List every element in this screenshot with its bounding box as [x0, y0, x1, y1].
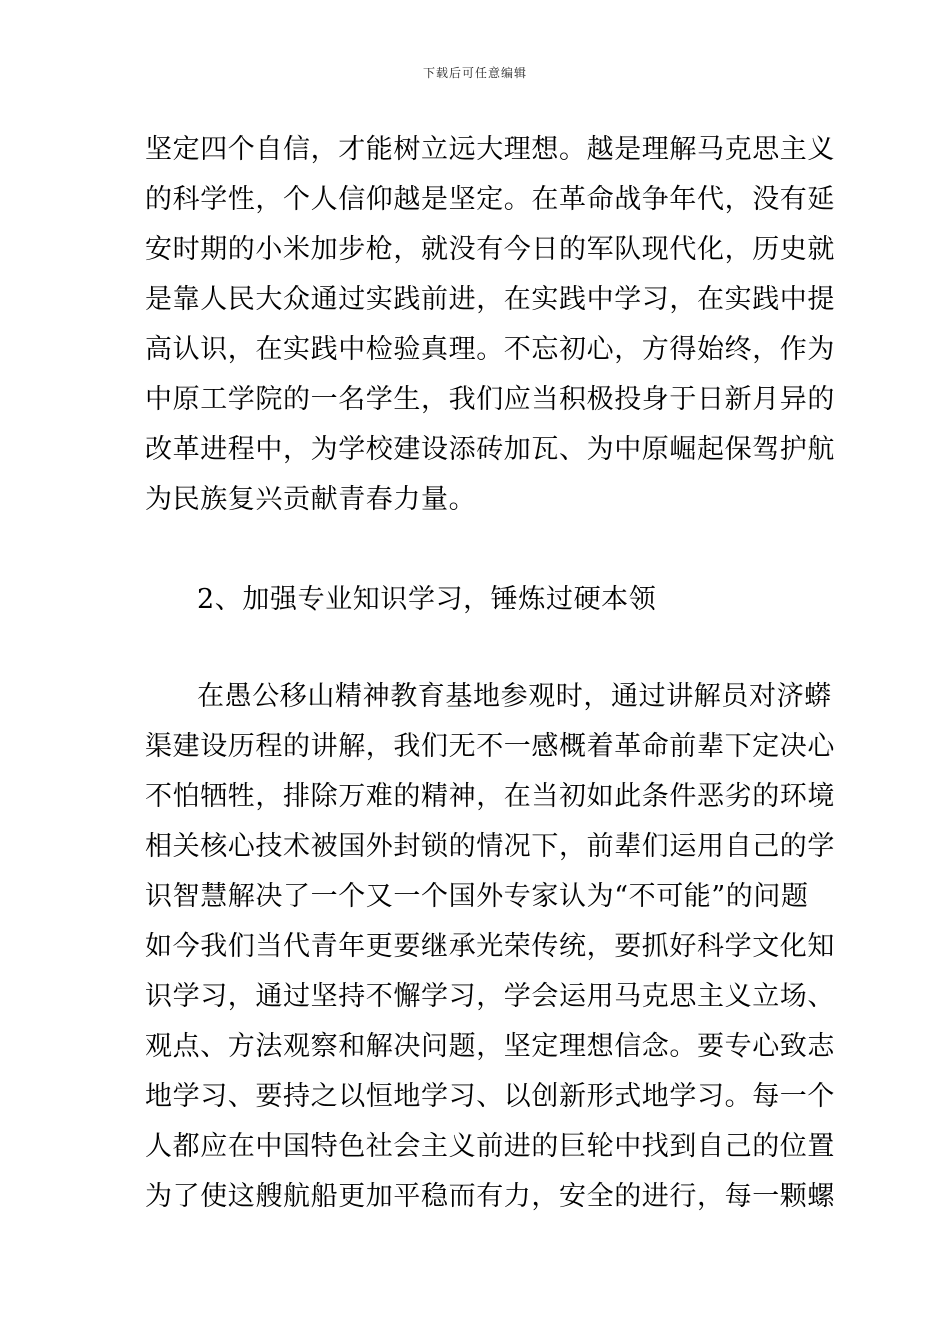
body-line: 高认识，在实践中检验真理。不忘初心，方得始终，作为: [145, 334, 835, 365]
body-line: 坚定四个自信，才能树立远大理想。越是理解马克思主义: [145, 134, 835, 165]
body-line: 不怕牺牲，排除万难的精神，在当初如此条件恶劣的环境: [145, 781, 835, 812]
body-line: 渠建设历程的讲解，我们无不一感概着革命前辈下定决心: [145, 731, 835, 762]
body-line: 为民族复兴贡献青春力量。: [145, 484, 477, 515]
body-line: 观点、方法观察和解决问题，坚定理想信念。要专心致志: [145, 1031, 835, 1062]
body-line: 地学习、要持之以恒地学习、以创新形式地学习。每一个: [145, 1081, 835, 1112]
body-line: 安时期的小米加步枪，就没有今日的军队现代化，历史就: [145, 234, 835, 265]
body-line: 人都应在中国特色社会主义前进的巨轮中找到自己的位置: [145, 1131, 835, 1162]
section-heading: 2、加强专业知识学习，锤炼过硬本领: [197, 584, 657, 615]
body-line: 识智慧解决了一个又一个国外专家认为“不可能”的问题: [145, 881, 809, 912]
body-line: 为了使这艘航船更加平稳而有力，安全的进行，每一颗螺: [145, 1181, 835, 1212]
body-line: 识学习，通过坚持不懈学习，学会运用马克思主义立场、: [145, 981, 835, 1012]
body-line: 的科学性，个人信仰越是坚定。在革命战争年代，没有延: [145, 184, 835, 215]
body-line: 中原工学院的一名学生，我们应当积极投身于日新月异的: [145, 384, 835, 415]
body-line: 改革进程中，为学校建设添砖加瓦、为中原崛起保驾护航: [145, 434, 835, 465]
body-line: 相关核心技术被国外封锁的情况下，前辈们运用自己的学: [145, 831, 835, 862]
page-header: 下载后可任意编辑: [422, 66, 527, 80]
body-line: 如今我们当代青年更要继承光荣传统，要抓好科学文化知: [145, 931, 835, 962]
body-line: 是靠人民大众通过实践前进，在实践中学习，在实践中提: [145, 284, 835, 315]
body-line: 在愚公移山精神教育基地参观时，通过讲解员对济蟒: [197, 681, 832, 712]
